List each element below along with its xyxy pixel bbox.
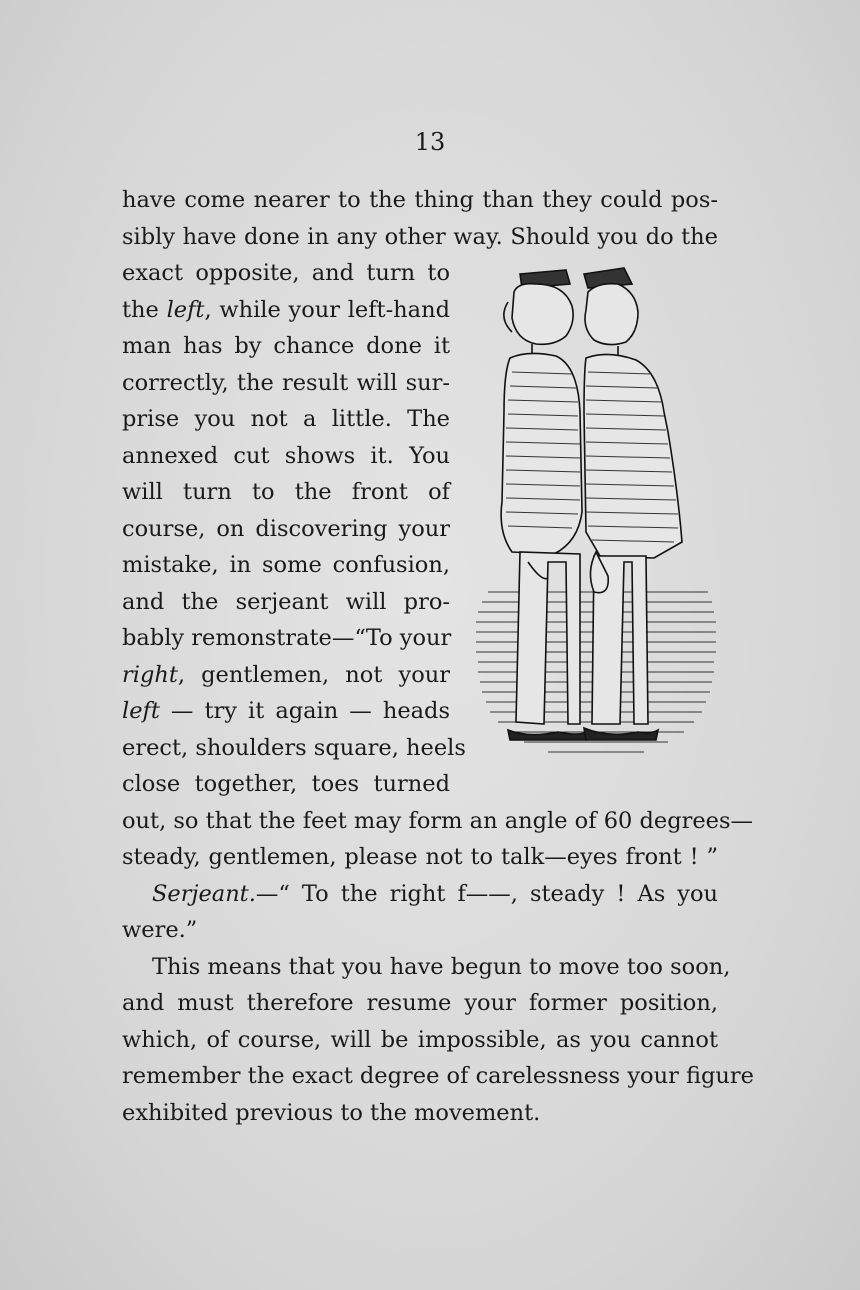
text-line: close together, toes turned — [122, 771, 450, 797]
text-line: will turn to the front of — [122, 479, 450, 505]
text-line: bably remonstrate—“To your — [122, 625, 452, 651]
text-line: prise you not a little. The — [122, 406, 450, 432]
text-line: right, gentlemen, not your — [122, 661, 450, 688]
text-line: exact opposite, and turn to — [122, 260, 450, 286]
text-line: remember the exact degree of carelessness your figure — [122, 1063, 754, 1089]
text-line: annexed cut shows it. You — [122, 442, 450, 469]
text-line: left — try it again — heads — [122, 698, 450, 724]
text-line: have come nearer to the thing than they could pos- — [122, 187, 718, 213]
text-line: correctly, the result will sur- — [122, 369, 450, 396]
text-line: erect, shoulders square, heels — [122, 734, 466, 761]
text-line: mistake, in some confusion, — [122, 552, 450, 578]
text-line: sibly have done in any other way. Should you do the — [122, 223, 718, 250]
text-line: which, of course, will be impossible, as you cannot — [122, 1026, 718, 1053]
text-line: This means that you have begun to move too soon, — [152, 953, 731, 980]
text-line: were.” — [122, 917, 198, 943]
text-line: course, on discovering your — [122, 515, 450, 542]
text-line: and the serjeant will pro- — [122, 588, 450, 615]
text-line: exhibited previous to the movement. — [122, 1099, 541, 1126]
text-line: the left, while your left-hand — [122, 296, 450, 323]
text-line: steady, gentlemen, please not to talk—eyes front ! ” — [122, 844, 718, 870]
text-line: man has by chance done it — [122, 333, 450, 359]
page-number: 13 — [414, 128, 446, 156]
text-line: and must therefore resume your former position, — [122, 990, 718, 1016]
text-line: Serjeant.—“ To the right f——, steady ! As you — [152, 880, 718, 907]
body-text — [122, 182, 754, 1131]
text-line: out, so that the feet may form an angle of 60 degrees— — [122, 807, 754, 834]
